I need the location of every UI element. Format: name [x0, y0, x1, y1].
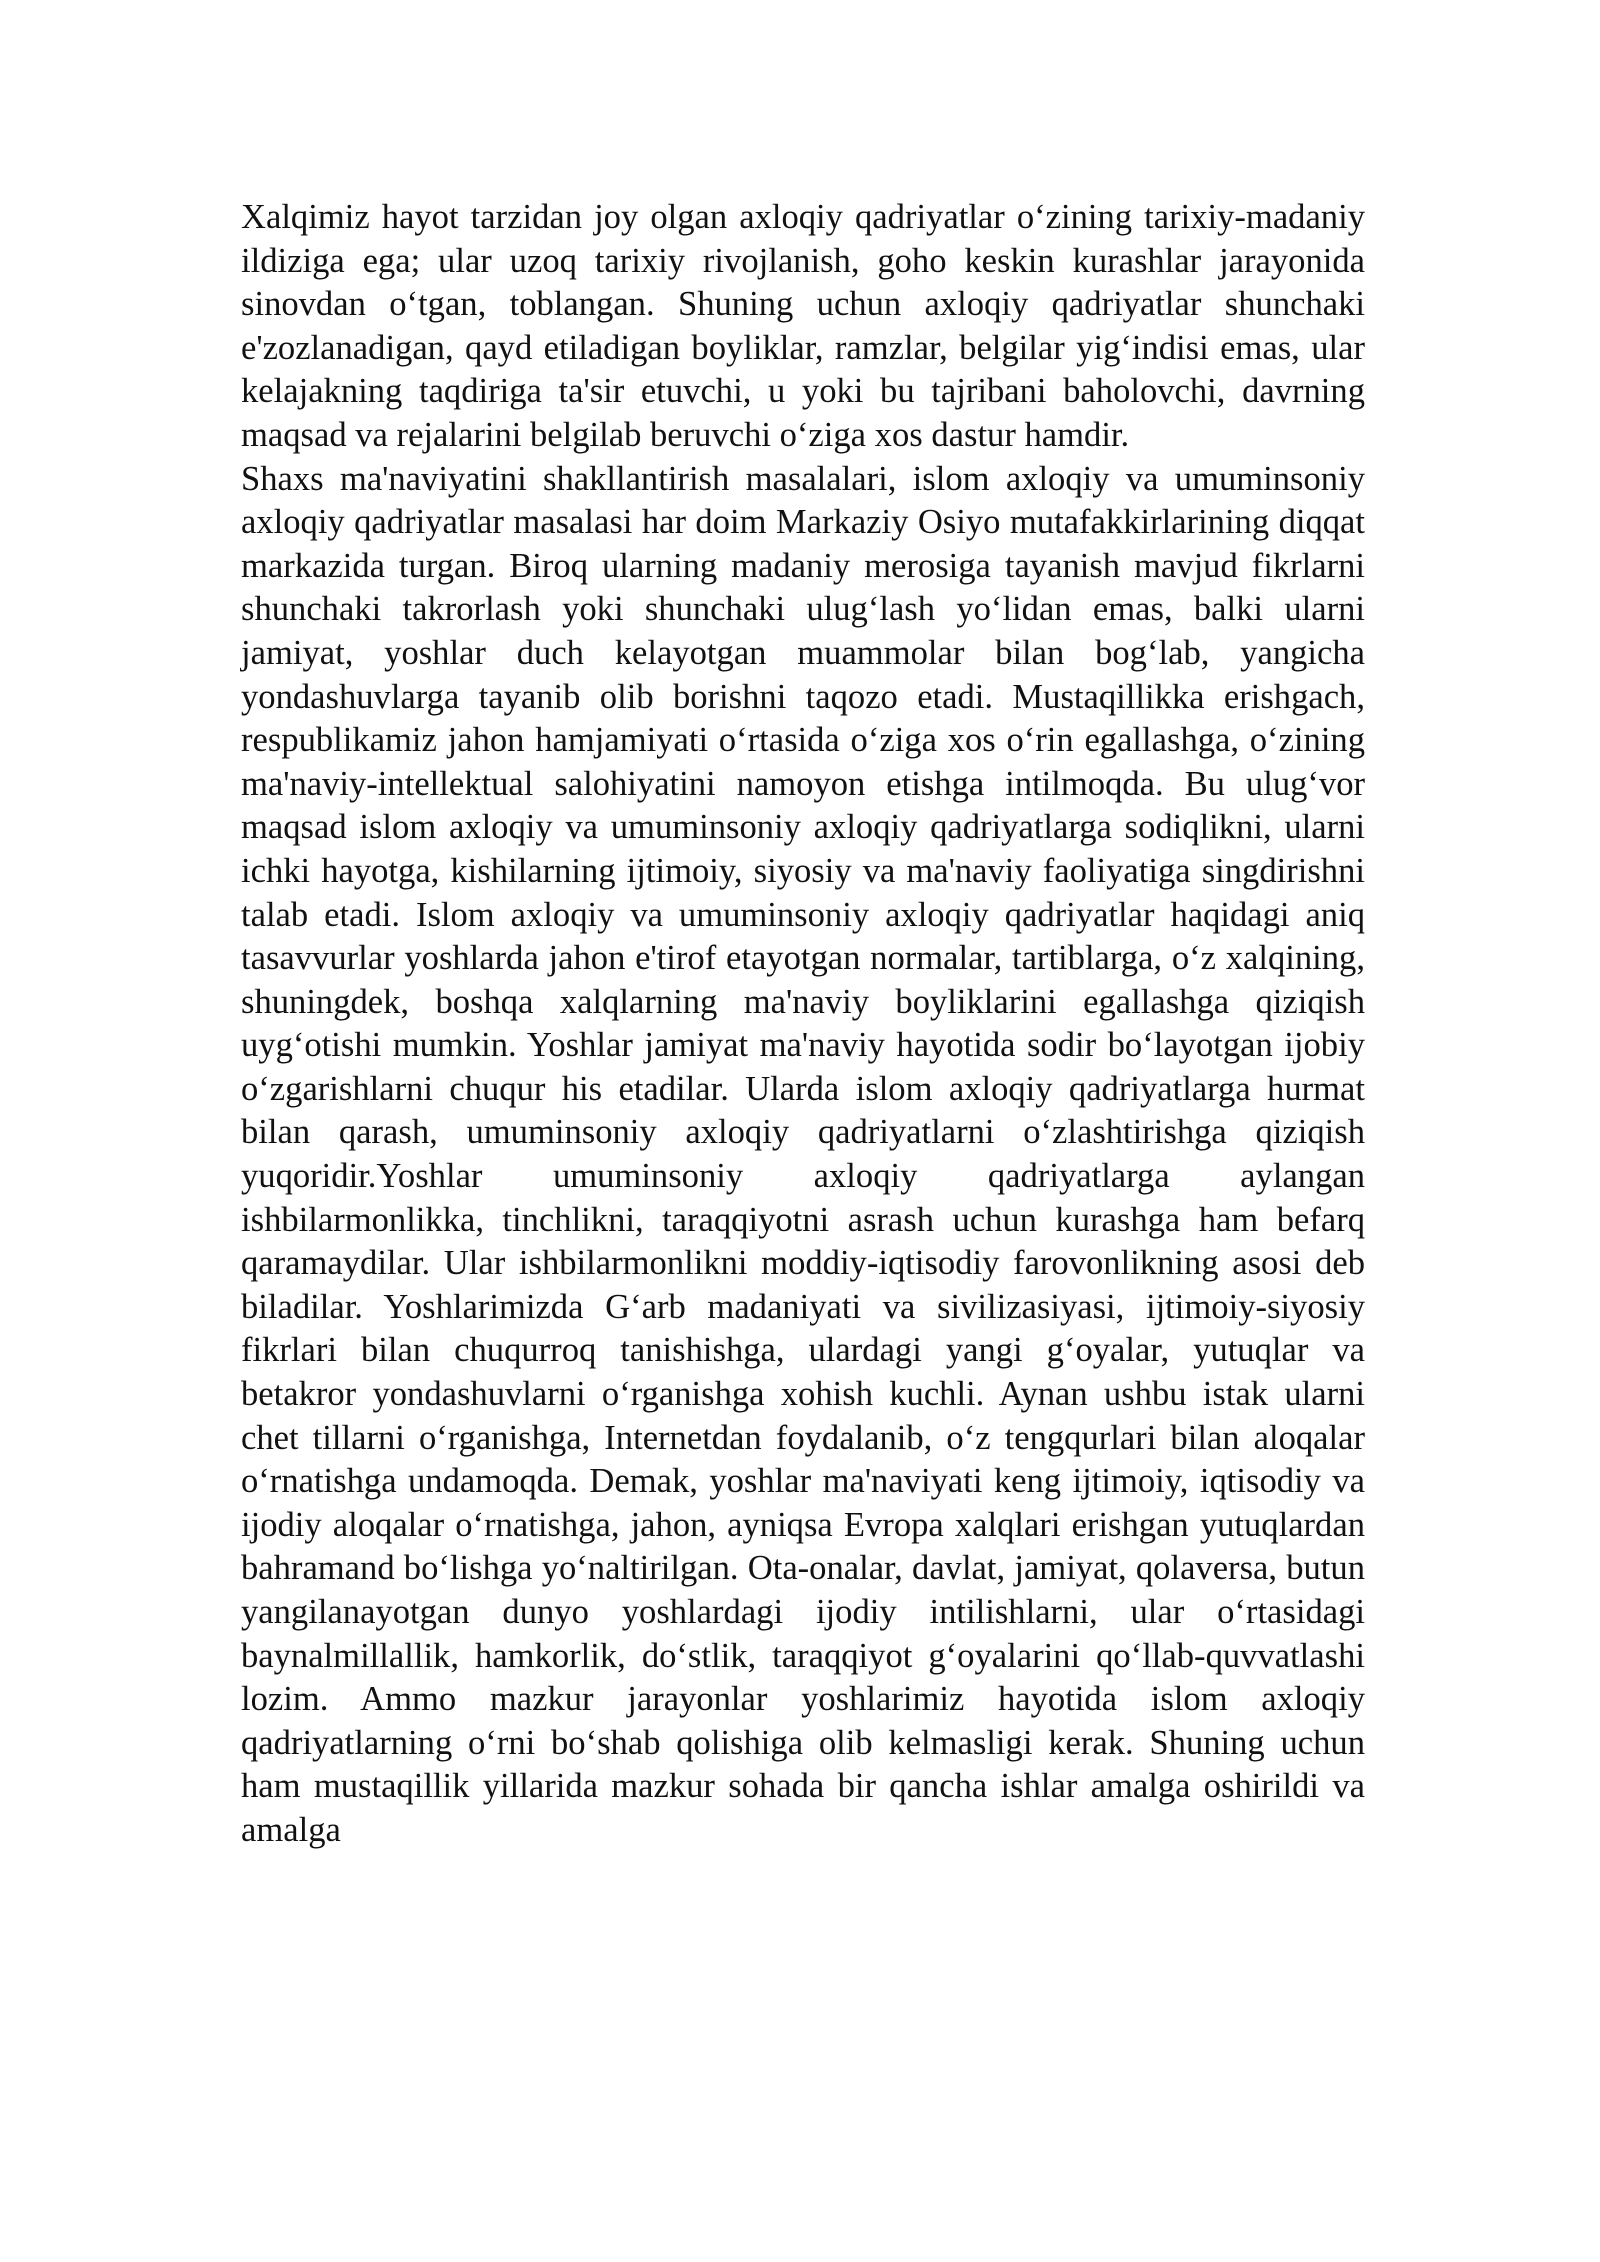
- document-body: [241, 196, 1365, 1853]
- paragraph-1: Xalqimiz hayot tarzidan joy olgan axloqiy qadriyatlar o‘zining tarixiy-madaniy ildiziga ega; ular uzoq tarixiy rivojlanish, goho keskin kurashlar jarayonida sinovdan o‘tgan, toblangan. Shuning uchun axloqiy qadriyatlar shunchaki e'zozlanadigan, qayd etiladigan boyliklar, ramzlar, belgilar yig‘indisi emas, ular kelajakning taqdiriga ta'sir etuvchi, u yoki bu tajribani baholovchi, davrning maqsad va rejalarini belgilab beruvchi o‘ziga xos dastur hamdir.: [241, 198, 1365, 454]
- paragraph-2: Shaxs ma'naviyatini shakllantirish masalalari, islom axloqiy va umuminsoniy axloqiy qadriyatlar masalasi har doim Markaziy Osiyo mutafakkirlarining diqqat markazida turgan. Biroq ularning madaniy merosiga tayanish mavjud fikrlarni shunchaki takrorlash yoki shunchaki ulug‘lash yo‘lidan emas, balki ularni jamiyat, yoshlar duch kelayotgan muammolar bilan bog‘lab, yangicha yondashuvlarga tayanib olib borishni taqozo etadi. Mustaqillikka erishgach, respublikamiz jahon hamjamiyati o‘rtasida o‘ziga xos o‘rin egallashga, o‘zining ma'naviy-intellektual salohiyatini namoyon etishga intilmoqda. Bu ulug‘vor maqsad islom axloqiy va umuminsoniy axloqiy qadriyatlarga sodiqlikni, ularni ichki hayotga, kishilarning ijtimoiy, siyosiy va ma'naviy faoliyatiga singdirishni talab etadi. Islom axloqiy va umuminsoniy axloqiy qadriyatlar haqidagi aniq tasavvurlar yoshlarda jahon e'tirof etayotgan normalar, tartiblarga, o‘z xalqining, shuningdek, boshqa xalqlarning ma'naviy boyliklarini egallashga qiziqish uyg‘otishi mumkin. Yoshlar jamiyat ma'naviy hayotida sodir bo‘layotgan ijobiy o‘zgarishlarni chuqur his etadilar. Ularda islom axloqiy qadriyatlarga hurmat bilan qarash, umuminsoniy axloqiy qadriyatlarni o‘zlashtirishga qiziqish yuqoridir.Yoshlar umuminsoniy axloqiy qadriyatlarga aylangan ishbilarmonlikka, tinchlikni, taraqqiyotni asrash uchun kurashga ham befarq qaramaydilar. Ular ishbilarmonlikni moddiy-iqtisodiy farovonlikning asosi deb biladilar. Yoshlarimizda G‘arb madaniyati va sivilizasiyasi, ijtimoiy-siyosiy fikrlari bilan chuqurroq tanishishga, ulardagi yangi g‘oyalar, yutuqlar va betakror yondashuvlarni o‘rganishga xohish kuchli. Aynan ushbu istak ularni chet tillarni o‘rganishga, Internetdan foydalanib, o‘z tengqurlari bilan aloqalar o‘rnatishga undamoqda. Demak, yoshlar ma'naviyati keng ijtimoiy, iqtisodiy va ijodiy aloqalar o‘rnatishga, jahon, ayniqsa Evropa xalqlari erishgan yutuqlardan bahramand bo‘lishga yo‘naltirilgan. Ota-onalar, davlat, jamiyat, qolaversa, butun yangilanayotgan dunyo yoshlardagi ijodiy intilishlarni, ular o‘rtasidagi baynalmillallik, hamkorlik, do‘stlik, taraqqiyot g‘oyalarini qo‘llab-quvvatlashi lozim. Ammo mazkur jarayonlar yoshlarimiz hayotida islom axloqiy qadriyatlarning o‘rni bo‘shab qolishiga olib kelmasligi kerak. Shuning uchun ham mustaqillik yillarida mazkur sohada bir qancha ishlar amalga oshirildi va amalga: [241, 459, 1365, 1849]
